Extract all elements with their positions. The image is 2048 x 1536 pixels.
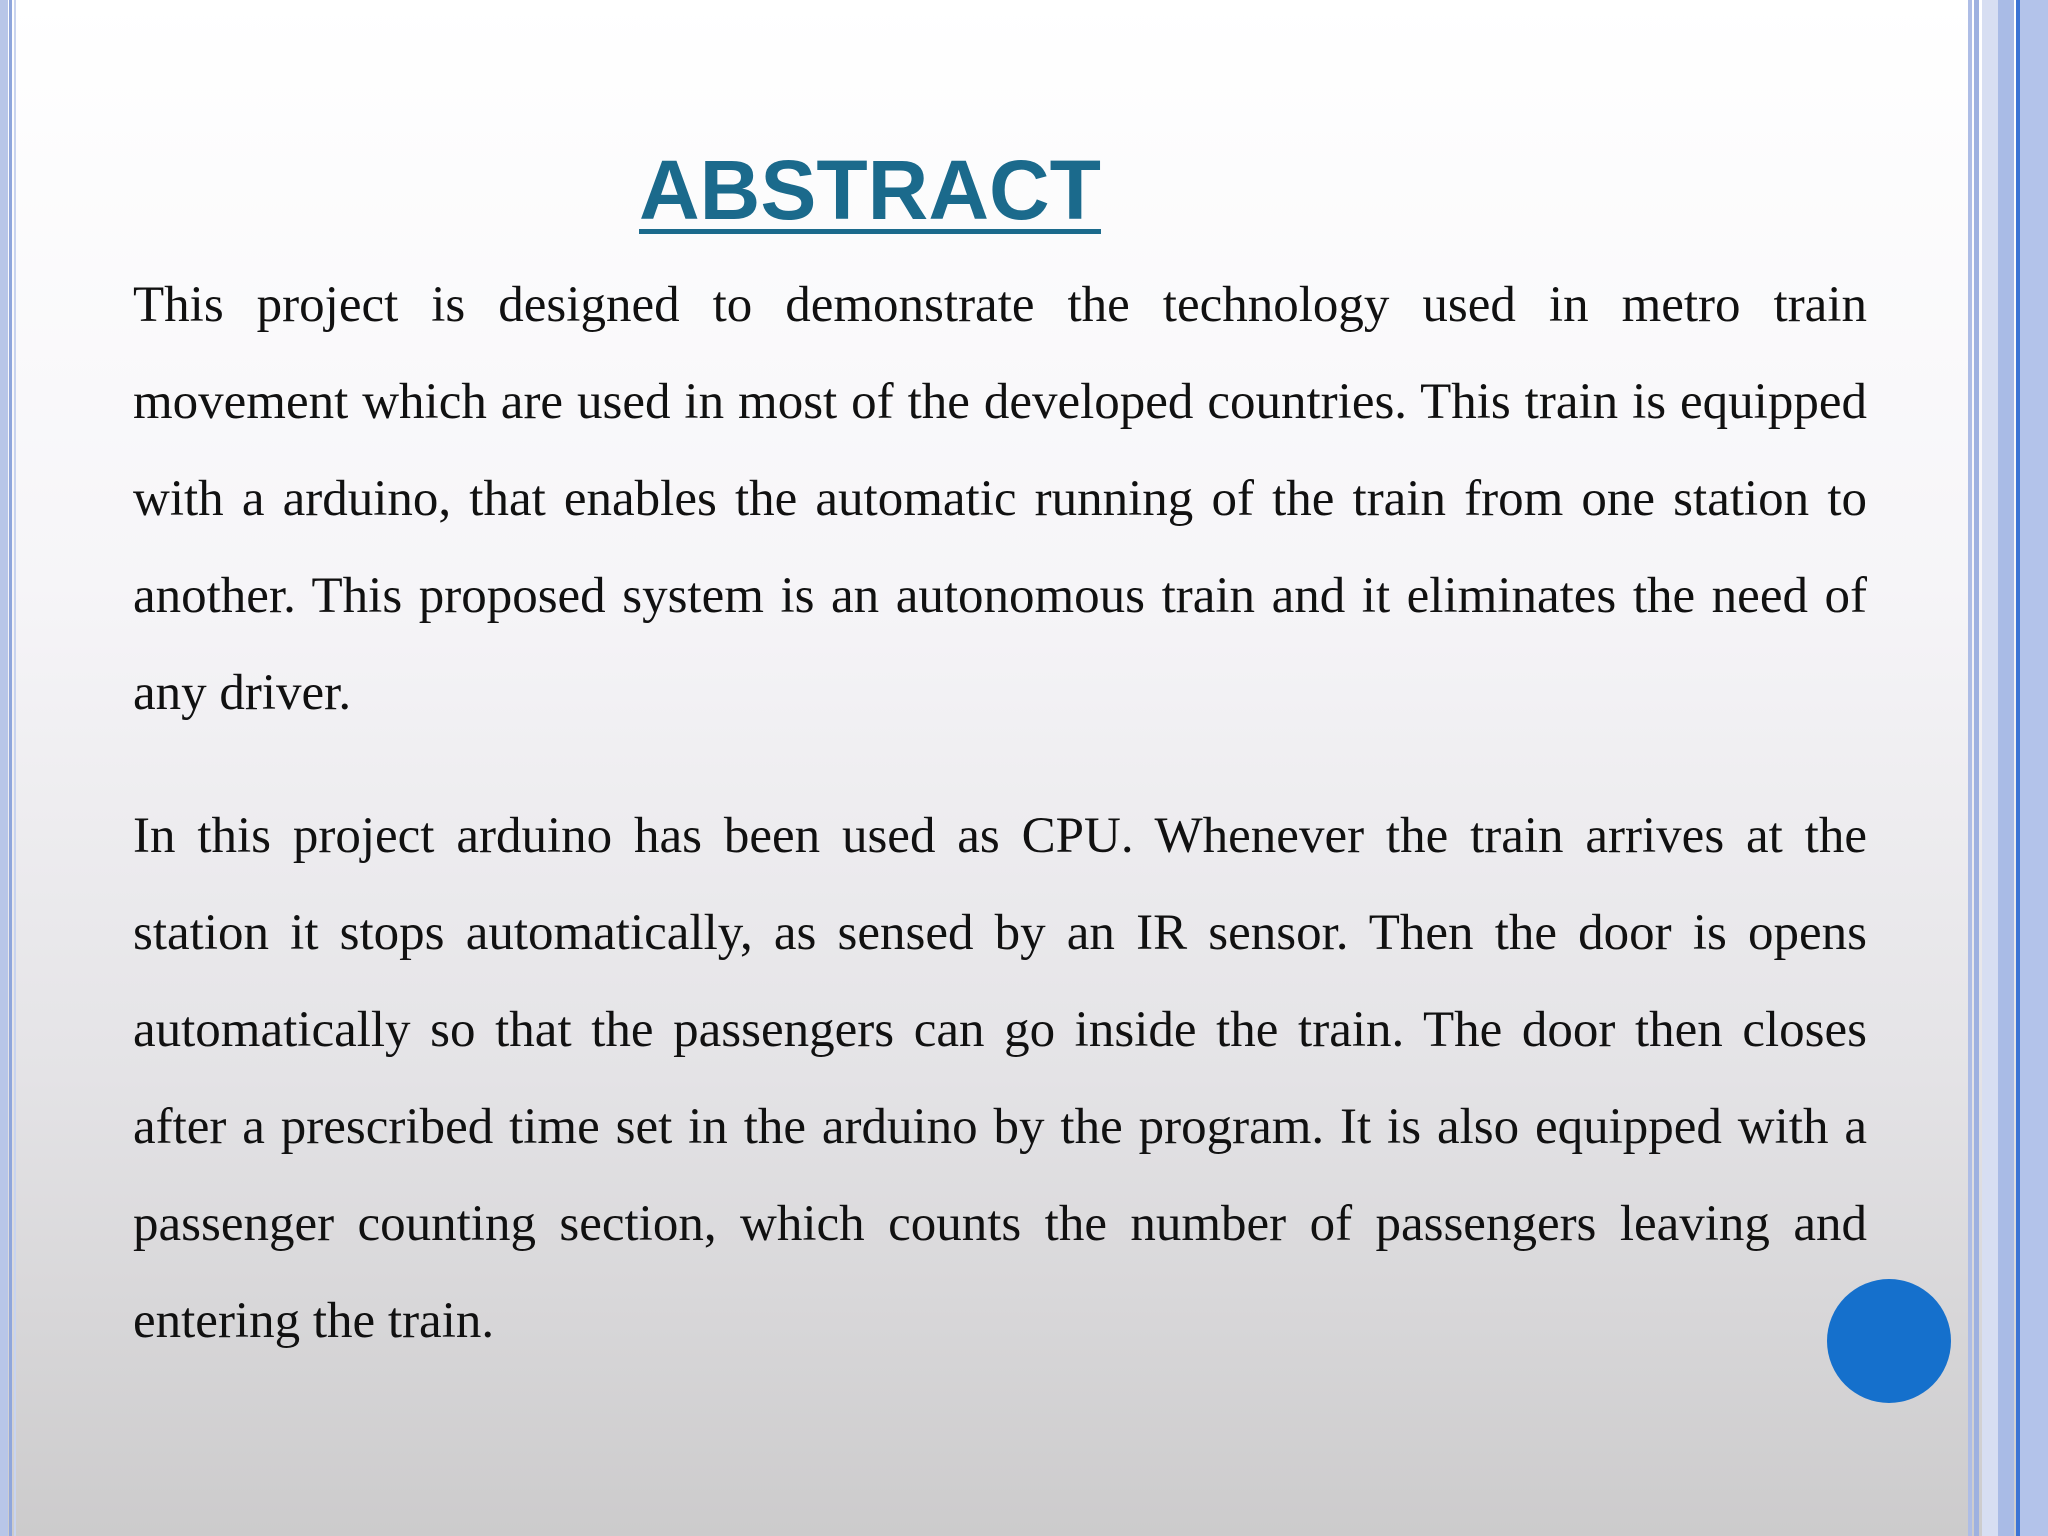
- right-border-stripe: [1968, 0, 1972, 1536]
- decorative-circle: [1827, 1279, 1951, 1403]
- right-border-stripe: [1998, 0, 2014, 1536]
- right-border-stripe: [1982, 0, 1998, 1536]
- abstract-paragraph-2: In this project arduino has been used as CPU. Whenever the train arrives at the station it stops automatically, as sensed by an IR sensor. Then the door is opens automatically so that the passengers can go inside the train. The door then closes after a prescribed time set in the arduino by the program. It is also equipped with a passenger counting section, which counts the number of passengers leaving and entering the train.: [133, 808, 1867, 1349]
- slide-title: ABSTRACT: [639, 143, 1101, 237]
- right-border-stripe: [1974, 0, 1979, 1536]
- right-decorative-border: [1968, 0, 2048, 1536]
- abstract-paragraph-1: This project is designed to demonstrate the technology used in metro train movement which are used in most of the developed countries. This train is equipped with a arduino, that enables the automatic running of the train from one station to another. This proposed system is an autonomous train and it eliminates the need of any driver.: [133, 277, 1867, 721]
- right-border-stripe: [2020, 0, 2048, 1536]
